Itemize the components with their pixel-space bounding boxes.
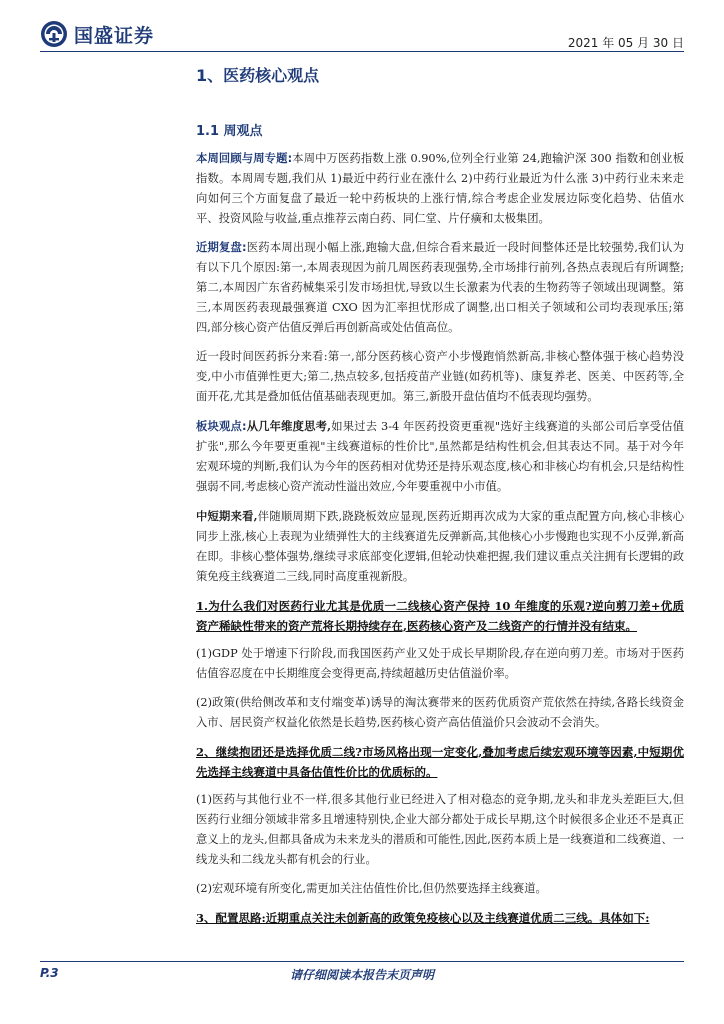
short-term-paragraph — [196, 506, 684, 587]
sector-view-lead: 板块观点: — [196, 420, 247, 433]
question-2-point-1: (1)医药与其他行业不一样,很多其他行业已经进入了相对稳态的竞争期,龙头和非龙头差距巨大,但医药行业细分领域非常多且增速特别快,企业大部分都处于成长早期,这个时候很多企业还不是真正意义上的龙头,但都具备成为未来龙头的潜质和可能性,因此,医药本质上是一线赛道和二线赛道、一线龙头和二线龙头都有机会的行业。 — [196, 793, 684, 866]
question-3-title: 3、配置思路:近期重点关注未创新高的政策免疫核心以及主线赛道优质二三线。具体如下: — [196, 911, 650, 925]
sector-view-paragraph — [196, 416, 684, 497]
subsection-title: 1.1 周观点 — [196, 124, 263, 139]
short-term-lead: 中短期来看, — [196, 509, 258, 523]
recent-review-body: 医药本周出现小幅上涨,跑输大盘,但综合看来最近一段时间整体还是比较强势,我们认为有以下几个原因:第一,本周表现因为前几周医药表现强势,全市场排行前列,各热点表现后有所调整;第二,本周因广东省药械集采引发市场担忧,导致以生长激素为代表的生物药等子领域出现调整。第三,本周医药表现最强赛道 CXO 因为汇率担忧形成了调整,出口相关子领域和公司均表现承压;第四,部分核心资产估值反弹后再创新高或处估值高位。 — [196, 241, 684, 334]
report-date: 2021 年 05 月 30 日 — [567, 36, 684, 50]
recent-review-lead: 近期复盘: — [196, 241, 247, 254]
weekly-review-paragraph — [196, 149, 684, 229]
guosheng-logo-icon — [40, 20, 68, 48]
question-1-title: 1.为什么我们对医药行业尤其是优质一二线核心资产保持 10 年维度的乐观?逆向剪刀差+优质资产稀缺性带来的资产荒将长期持续存在,医药核心资产及二线资产的行情并没有结束。 — [196, 599, 684, 633]
short-term-body: 伴随顺周期下跌,跷跷板效应显现,医药近期再次成为大家的重点配置方向,核心非核心同步上涨,核心上表现为业绩弹性大的主线赛道先反弹新高,其他核心小步慢跑也实现不小反弹,新高在即。非核心整体强势,继续寻求底部变化逻辑,但轮动快难把握,我们建议重点关注拥有长逻辑的政策免疫主线赛道二三线,同时高度重视新股。 — [196, 510, 685, 583]
page-number: P.3 — [40, 966, 59, 980]
sector-view-body: 如果过去 3-4 年医药投资更重视"选好主线赛道的头部公司后享受估值扩张",那么今年要更重视"主线赛道标的性价比",虽然都是结构性机会,但其表达不同。基于对今年宏观环境的判断,我们认为今年的医药相对优势还是持乐观态度,核心和非核心均有机会,只是结构性强弱不同,考虑核心资产流动性溢出效应,今年要重视中小市值。 — [196, 420, 685, 493]
main-content — [196, 60, 684, 936]
recent-period-paragraph: 近一段时间医药拆分来看:第一,部分医药核心资产小步慢跑悄然新高,非核心整体强于核心趋势没变,中小市值弹性更大;第二,热点较多,包括疫苗产业链(如药机等)、康复养老、医美、中医药等,全面开花,尤其是叠加低估值基础表现更加。第三,新股开盘估值均不低表现均强势。 — [196, 350, 684, 403]
footer-disclaimer: 请仔细阅读本报告末页声明 — [289, 968, 434, 982]
sector-view-bold: 从几年维度思考, — [246, 419, 332, 433]
page-header — [0, 0, 724, 52]
question-2-title: 2、继续抱团还是选择优质二线?市场风格出现一定变化,叠加考虑后续宏观环境等因素,中短期优先选择主线赛道中具备估值性价比的优质标的。 — [196, 745, 684, 779]
brand-logo — [40, 20, 154, 48]
header-divider — [40, 51, 684, 52]
footer-divider — [40, 961, 684, 962]
brand-name: 国盛证券 — [74, 24, 155, 47]
section-title: 1、医药核心观点 — [196, 66, 320, 85]
question-1-point-1: (1)GDP 处于增速下行阶段,而我国医药产业又处于成长早期阶段,存在逆向剪刀差。市场对于医药估值容忍度在中长期维度会变得更高,持续超越历史估值溢价率。 — [196, 647, 684, 680]
weekly-review-body: 本周中万医药指数上涨 0.90%,位列全行业第 24,跑输沪深 300 指数和创业板指数。本周周专题,我们从 1)最近中药行业在涨什么 2)中药行业最近为什么涨 3)中药行业未来走向如何三个方面复盘了最近一轮中药板块的上涨行情,综合考虑企业发展边际变化趋势、估值水平、投资风险与收益,重点推荐云南白药、同仁堂、片仔癀和太极集团。 — [196, 152, 684, 225]
question-2-point-2: (2)宏观环境有所变化,需更加关注估值性价比,但仍然要选择主线赛道。 — [196, 882, 547, 895]
weekly-review-lead: 本周回顾与周专题: — [196, 152, 293, 165]
question-1-point-2: (2)政策(供给侧改革和支付端变革)诱导的淘汰赛带来的医药优质资产荒依然在持续,各路长线资金入市、居民资产权益化依然是长趋势,医药核心资产高估值溢价只会波动不会消失。 — [196, 696, 684, 729]
recent-review-paragraph — [196, 238, 684, 338]
